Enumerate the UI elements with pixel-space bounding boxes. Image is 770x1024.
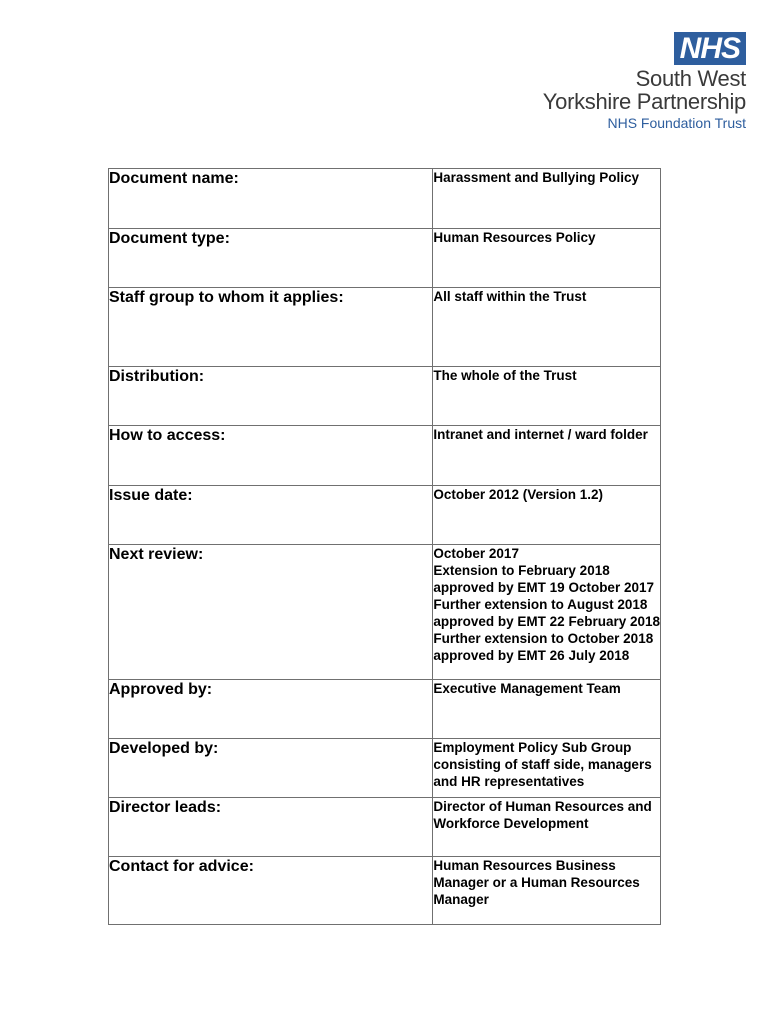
row-value — [433, 486, 661, 545]
table-row — [109, 426, 661, 486]
row-value — [433, 857, 661, 925]
row-value — [433, 229, 661, 288]
value-line: approved by EMT 19 October 2017 — [433, 580, 654, 595]
value-line: Workforce Development — [433, 816, 589, 831]
row-value — [433, 798, 661, 857]
row-value — [433, 169, 661, 229]
value-line: Human Resources Business — [433, 858, 616, 873]
value-line: Further extension to August 2018 — [433, 597, 648, 612]
table-row — [109, 486, 661, 545]
value-line: Executive Management Team — [433, 681, 621, 696]
table-row — [109, 680, 661, 739]
trust-name-line-2: Yorkshire Partnership — [542, 89, 746, 114]
value-line: Manager — [433, 892, 489, 907]
row-label: Contact for advice: — [109, 857, 433, 925]
row-label: Next review: — [109, 545, 433, 680]
row-value — [433, 288, 661, 367]
value-line: Employment Policy Sub Group — [433, 740, 632, 755]
row-label: Issue date: — [109, 486, 433, 545]
value-line: Harassment and Bullying Policy — [433, 170, 639, 185]
value-line: All staff within the Trust — [433, 289, 587, 304]
nhs-trust-logo — [506, 32, 746, 132]
table-row — [109, 367, 661, 426]
value-line: approved by EMT 26 July 2018 — [433, 648, 630, 663]
value-line: October 2012 (Version 1.2) — [433, 487, 603, 502]
value-line: approved by EMT 22 February 2018 — [433, 614, 660, 629]
value-line: Manager or a Human Resources — [433, 875, 640, 890]
row-value — [433, 739, 661, 798]
row-value — [433, 426, 661, 486]
row-value — [433, 545, 661, 680]
table-row — [109, 288, 661, 367]
table-row — [109, 545, 661, 680]
value-line: October 2017 — [433, 546, 519, 561]
nhs-badge: NHS — [674, 32, 746, 65]
row-value — [433, 367, 661, 426]
row-label: Developed by: — [109, 739, 433, 798]
row-label: How to access: — [109, 426, 433, 486]
table-row — [109, 169, 661, 229]
row-value — [433, 680, 661, 739]
table-row — [109, 857, 661, 925]
document-info-table — [108, 168, 661, 925]
table-row — [109, 739, 661, 798]
row-label: Document type: — [109, 229, 433, 288]
value-line: Extension to February 2018 — [433, 563, 610, 578]
value-line: Director of Human Resources and — [433, 799, 652, 814]
row-label: Document name: — [109, 169, 433, 229]
row-label: Director leads: — [109, 798, 433, 857]
value-line: The whole of the Trust — [433, 368, 577, 383]
trust-name-line-1: South West — [635, 66, 746, 91]
table-row — [109, 229, 661, 288]
trust-name-line-3: NHS Foundation Trust — [607, 115, 746, 131]
row-label: Staff group to whom it applies: — [109, 288, 433, 367]
value-line: Human Resources Policy — [433, 230, 596, 245]
table-row — [109, 798, 661, 857]
value-line: consisting of staff side, managers — [433, 757, 652, 772]
value-line: and HR representatives — [433, 774, 585, 789]
value-line: Intranet and internet / ward folder — [433, 427, 648, 442]
value-line: Further extension to October 2018 — [433, 631, 654, 646]
row-label: Distribution: — [109, 367, 433, 426]
row-label: Approved by: — [109, 680, 433, 739]
